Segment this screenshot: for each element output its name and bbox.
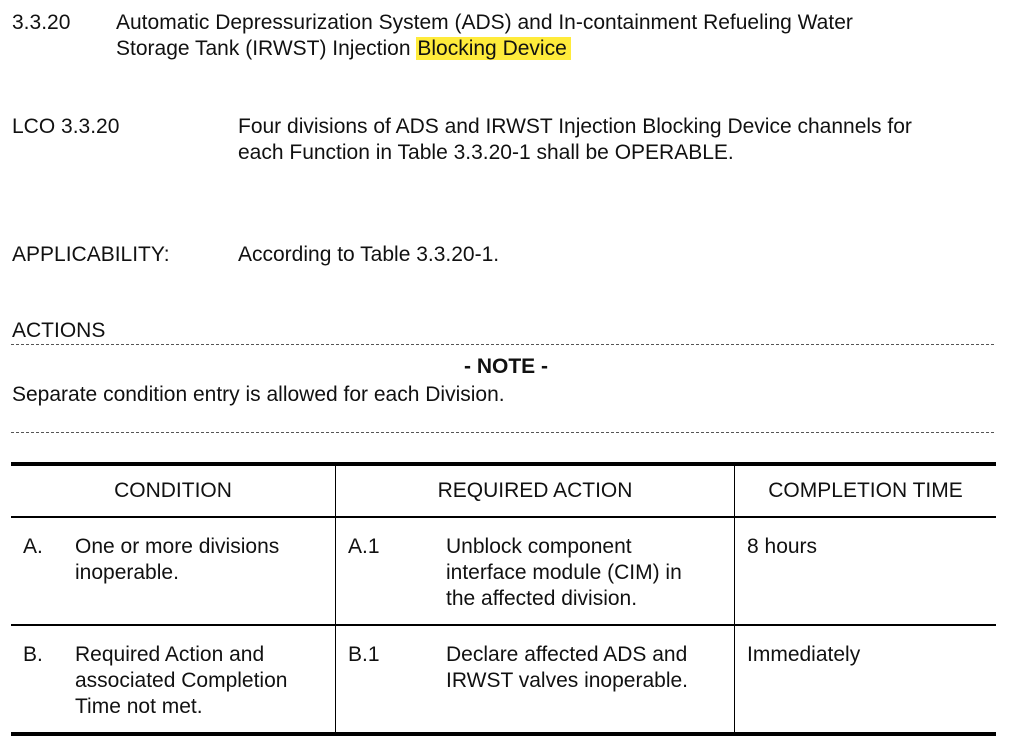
required-action-header: REQUIRED ACTION [336,464,735,517]
condition-text-line: Time not met. [75,695,203,718]
completion-time-header: COMPLETION TIME [768,479,963,502]
condition-text-line: Required Action and [75,643,265,666]
completion-time-text: 8 hours [747,535,818,558]
section-title [116,10,853,62]
condition-header: CONDITION [11,464,336,517]
action-label: A.1 [348,535,380,558]
action-text-line: the affected division. [446,587,638,610]
completion-time-cell [735,625,997,734]
section-title-line2 [116,36,853,62]
lco-label: LCO 3.3.20 [12,115,120,138]
action-label: B.1 [348,643,380,666]
applicability-text: According to Table 3.3.20-1. [238,243,500,266]
condition-cell [11,517,336,625]
action-text [446,642,688,694]
condition-text [75,642,287,720]
action-text-line: Declare affected ADS and [446,643,688,666]
note-text: Separate condition entry is allowed for each Division. [12,383,505,406]
condition-text-line: inoperable. [75,561,179,584]
required-action-cell [336,625,735,734]
highlighted-text: Blocking Device [416,37,570,60]
note-title: - NOTE - [464,355,548,378]
completion-time-cell [735,517,997,625]
condition-cell [11,625,336,734]
action-text-line: IRWST valves inoperable. [446,669,689,692]
required-action-cell [336,517,735,625]
section-number: 3.3.20 [12,11,71,34]
lco-text-line1: Four divisions of ADS and IRWST Injection Blocking Device channels for [238,115,912,138]
condition-text-line: One or more divisions [75,535,280,558]
condition-label: A. [23,535,43,558]
condition-text [75,534,279,586]
condition-label: B. [23,643,43,666]
section-title-line1: Automatic Depressurization System (ADS) and In-containment Refueling Water [116,11,853,34]
action-text-line: interface module (CIM) in [446,561,682,584]
table-header-row [11,464,996,517]
table-row [11,625,996,734]
lco-text [238,114,912,166]
action-text-line: Unblock component [446,535,632,558]
lco-text-line2: each Function in Table 3.3.20-1 shall be OPERABLE. [238,141,734,164]
condition-text-line: associated Completion [75,669,288,692]
note-top-divider [11,344,994,345]
action-text [446,534,682,612]
actions-table [11,462,996,736]
note-bottom-divider [11,432,994,433]
completion-time-text: Immediately [747,643,861,666]
table-row [11,517,996,625]
section-title-line2-text: Storage Tank (IRWST) Injection [116,37,417,60]
actions-heading: ACTIONS [12,319,106,342]
applicability-label: APPLICABILITY: [12,243,170,266]
